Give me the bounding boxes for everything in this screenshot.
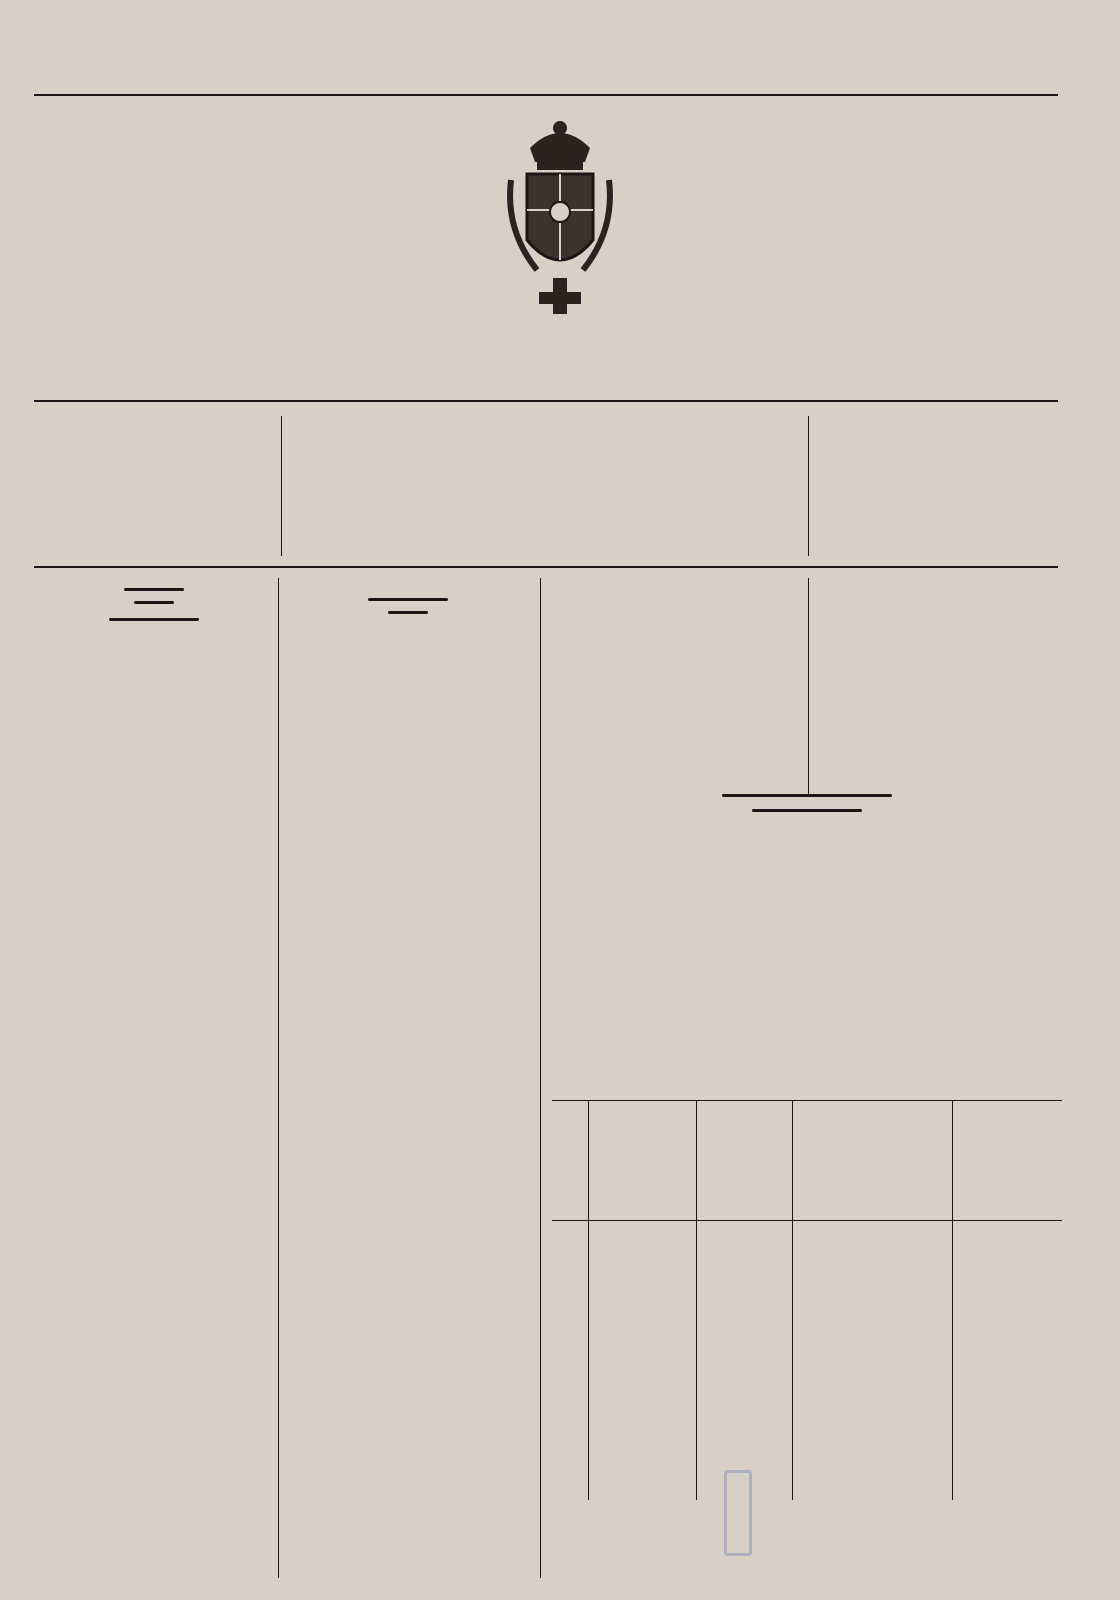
header-clase [696, 1140, 792, 1150]
ornament [368, 598, 448, 601]
table-col-line [588, 1100, 589, 1500]
notice-divider-2 [808, 416, 809, 556]
body-top-rule [34, 566, 1058, 568]
ornament [752, 809, 862, 812]
ornament [109, 618, 199, 621]
header-nombres [588, 1140, 696, 1150]
table-col-line [696, 1100, 697, 1500]
ornament [722, 794, 892, 797]
column-divider [278, 578, 279, 1578]
notice-top-rule [34, 400, 1058, 402]
column-divider [540, 578, 541, 1578]
table-rule [552, 1220, 1062, 1221]
ornament [124, 588, 184, 591]
ornament [388, 611, 428, 614]
coat-of-arms-emblem [497, 110, 623, 316]
watermark-logo-icon [724, 1470, 752, 1556]
column-divider [808, 578, 809, 794]
table-rule [552, 1100, 1062, 1101]
column-1 [38, 580, 270, 635]
column-4 [824, 580, 1062, 584]
notice-divider-1 [281, 416, 282, 556]
masthead-rule [34, 94, 1058, 96]
table-col-line [792, 1100, 793, 1500]
ornament [134, 601, 174, 604]
column-2 [290, 580, 526, 624]
company-block [552, 780, 1062, 830]
table-col-line [952, 1100, 953, 1500]
